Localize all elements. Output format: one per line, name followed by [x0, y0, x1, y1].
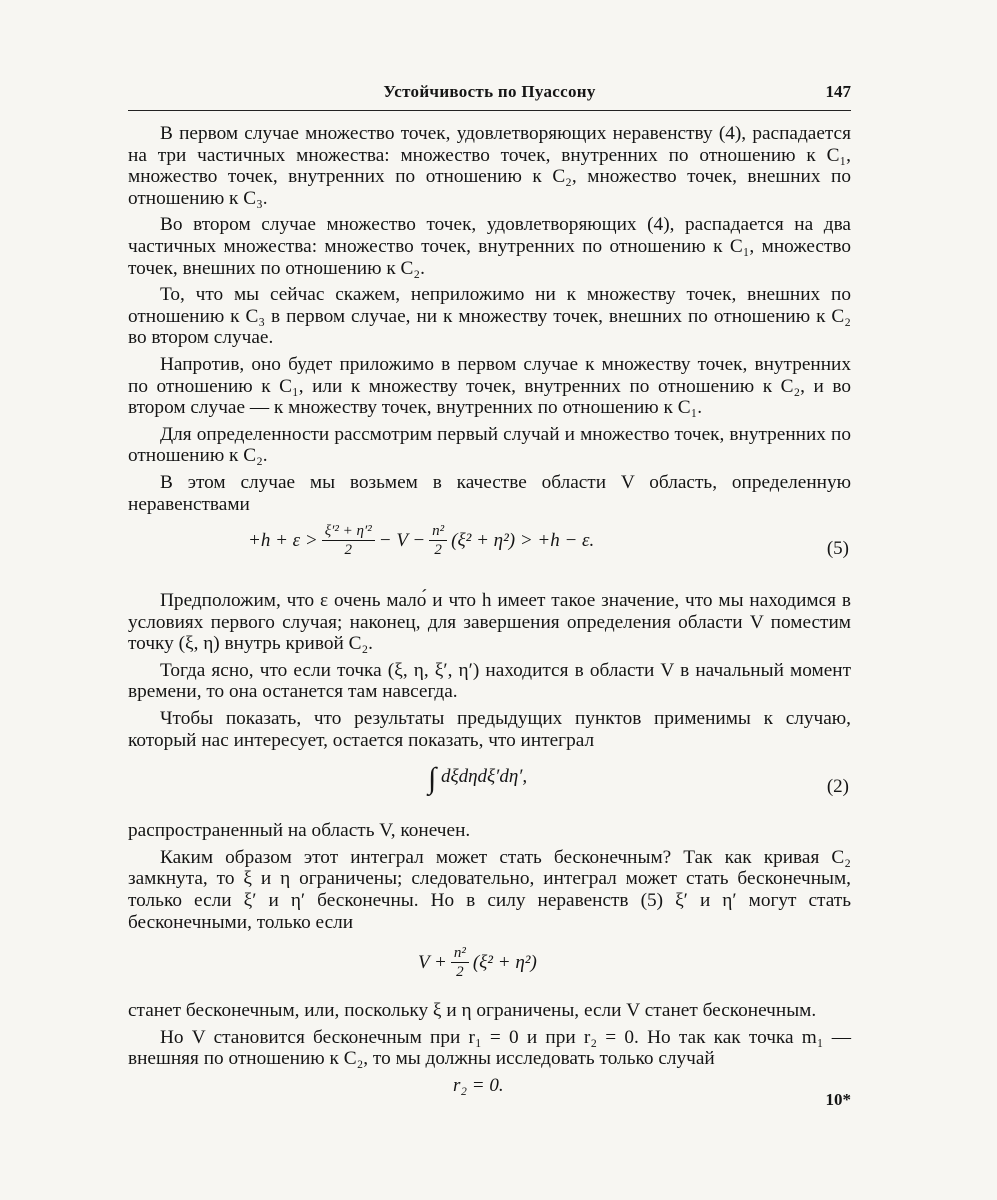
paragraph-5: Для определенности рассмотрим первый случай и множество точек, внутренних по отношению к C₂.: [128, 423, 851, 467]
equation-number-2: (2): [826, 776, 849, 798]
paragraph-6: В этом случае мы возьмем в качестве области V область, определенную неравенствами: [128, 471, 851, 515]
paragraph-1: В первом случае множество точек, удовлетворяющих неравенству (4), распадается на три частичных множества: множество точек, внутренних по отношению к C₁, множество точек, внутренних по отношению к C₂, множество точек, внешних по отношению к C₃.: [128, 123, 851, 209]
formula-5-left: +h + ε >: [248, 529, 318, 551]
formula-5-fraction-n: [429, 522, 447, 559]
running-header: [128, 78, 851, 111]
paragraph-3: То, что мы сейчас скажем, неприложимо ни к множеству точек, внешних по отношению к C₃ в первом случае, ни к множеству точек, внешних по отношению к C₂ во втором случае.: [128, 284, 851, 349]
fraction-denominator: 2: [434, 542, 442, 559]
page-body: [128, 123, 851, 1099]
paragraph-9: Чтобы показать, что результаты предыдущих пунктов применимы к случаю, который нас интересует, остается показать, что интеграл: [128, 708, 851, 751]
paragraph-7: Предположим, что ε очень мало́ и что h имеет такое значение, что мы находимся в условиях первого случая; наконец, для завершения определения области V поместим точку (ξ, η) внутрь кривой C₂.: [128, 590, 851, 655]
paragraph-11: Каким образом этот интеграл может стать бесконечным? Так как кривая C₂ замкнута, то ξ и η ограничены; следовательно, интеграл может стать бесконечным, только если ξ′ и η′ бесконечны. Но в силу неравенств (5) ξ′ и η′ могут стать бесконечными, только если: [128, 846, 851, 933]
formula-5-middle: − V −: [378, 529, 426, 551]
formula-potential-left: V +: [418, 951, 447, 973]
book-page: [128, 78, 851, 1099]
formula-r2-body: r₂ = 0.: [453, 1075, 504, 1096]
signature-mark: 10*: [825, 1090, 851, 1109]
fraction-numerator: ξ′² + η′²: [322, 522, 375, 541]
formula-r2: [128, 1075, 851, 1099]
fraction-numerator: n²: [429, 522, 447, 541]
formula-5-fraction-kinetic: [322, 522, 375, 559]
fraction-denominator: 2: [344, 542, 352, 559]
paragraph-2: Во втором случае множество точек, удовлетворяющих (4), распадается на два частичных множества: множество точек, внутренних по отношению к C₁, множество точек, внешних по отношению к C₂.: [128, 214, 851, 279]
running-title: Устойчивость по Пуассону: [383, 82, 596, 101]
formula-2: [128, 756, 851, 814]
paragraph-4: Напротив, оно будет приложимо в первом случае к множеству точек, внутренних по отношению к C₁, или к множеству точек, внутренних по отношению к C₂, и во втором случае — к множеству точек, внутренних по отношению к C₁.: [128, 353, 851, 419]
formula-2-body: dξdηdξ′dη′,: [440, 766, 528, 788]
paragraph-10: распространенный на область V, конечен.: [128, 820, 471, 842]
page-number: 147: [825, 82, 851, 101]
integral-sign: ∫: [428, 762, 437, 796]
formula-potential: [128, 938, 851, 990]
formula-5-right: (ξ² + η²) > +h − ε.: [451, 529, 595, 551]
fraction-denominator: 2: [456, 964, 464, 981]
equation-number-5: (5): [826, 538, 849, 560]
formula-5: [128, 520, 851, 576]
paragraph-8: Тогда ясно, что если точка (ξ, η, ξ′, η′) находится в области V в начальный момент времени, то она останется там навсегда.: [128, 659, 851, 703]
fraction-numerator: n²: [451, 944, 469, 963]
formula-potential-right: (ξ² + η²): [472, 951, 537, 973]
paragraph-13: Но V становится бесконечным при r₁ = 0 и при r₂ = 0. Но так как точка m₁ — внешняя по отношению к C₂, то мы должны исследовать только случай: [128, 1026, 851, 1070]
paragraph-12: станет бесконечным, или, поскольку ξ и η ограничены, если V станет бесконечным.: [128, 1000, 817, 1022]
formula-potential-fraction: [451, 944, 469, 981]
